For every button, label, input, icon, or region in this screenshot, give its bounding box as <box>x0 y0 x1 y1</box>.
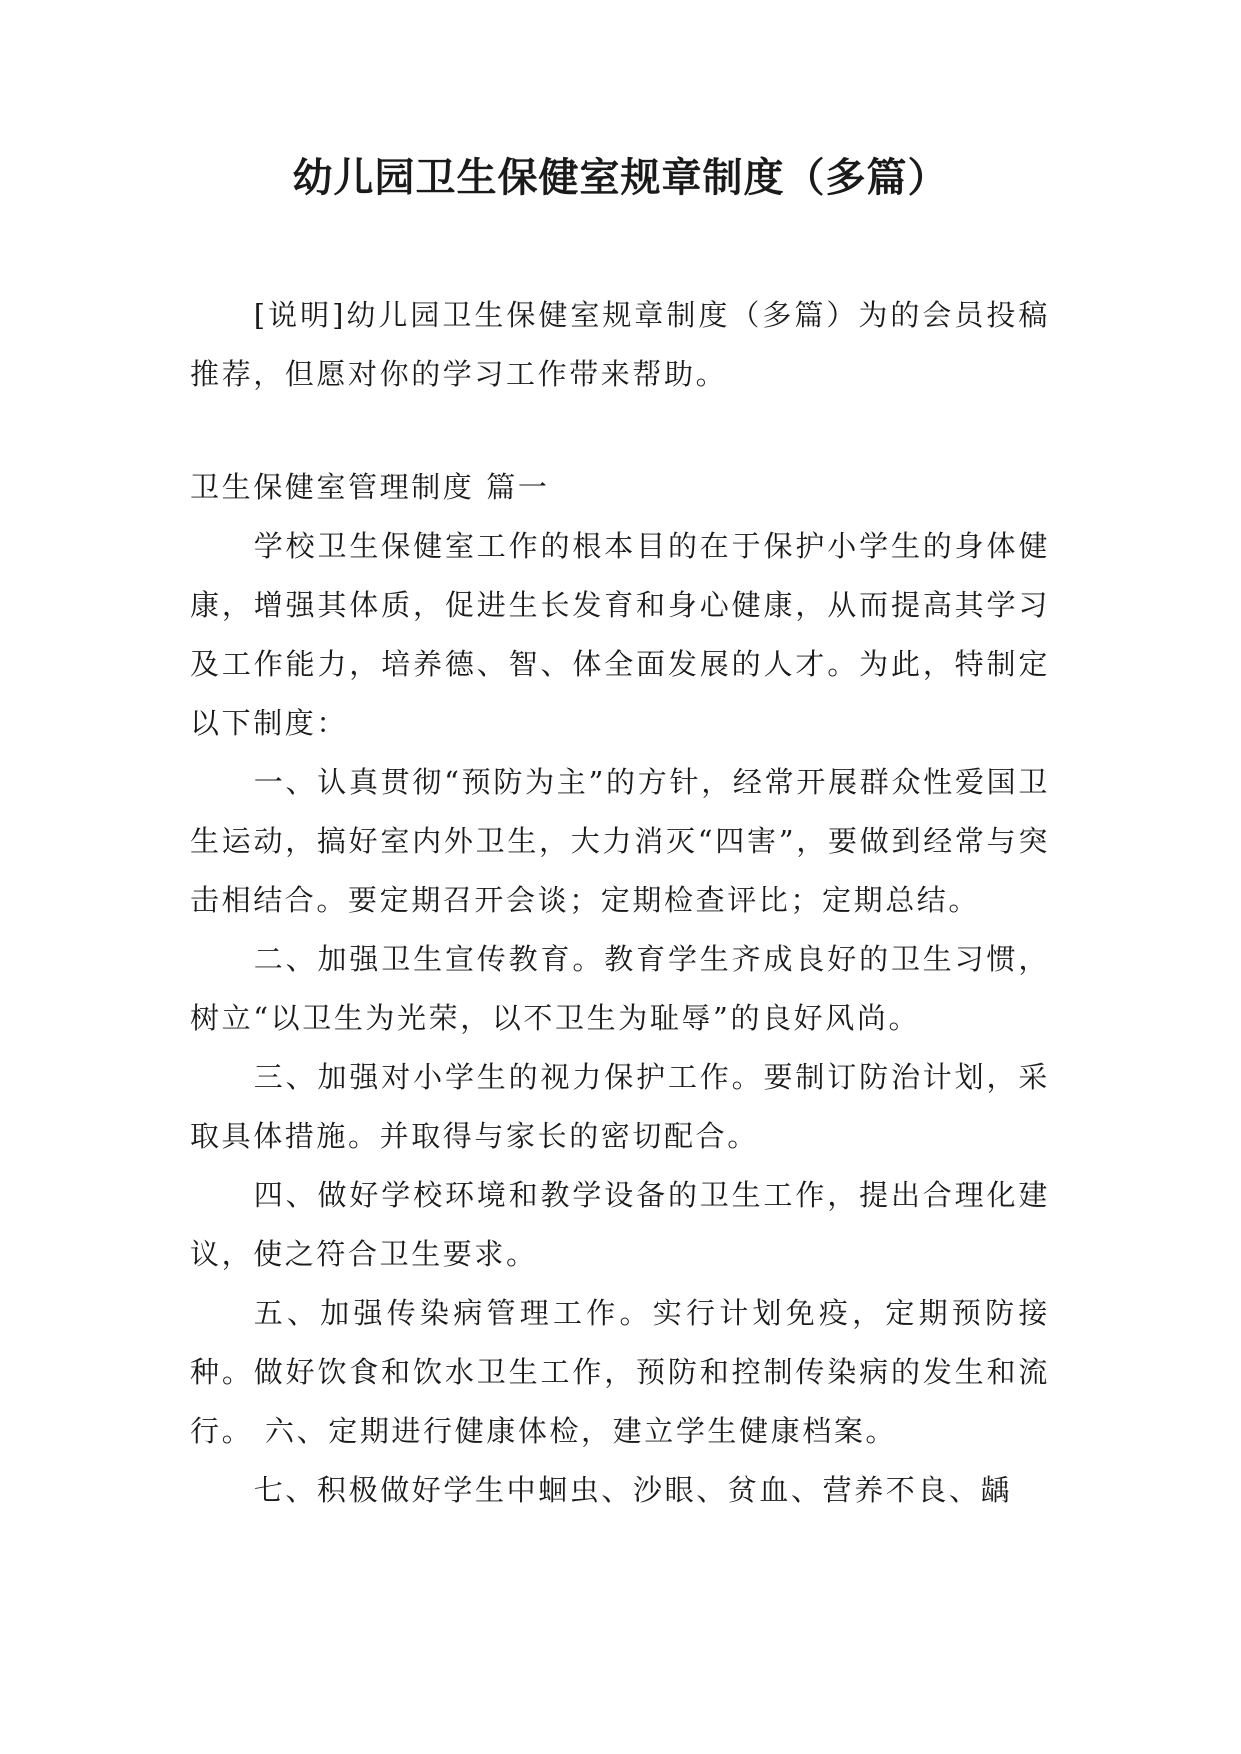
document-title: 幼儿园卫生保健室规章制度（多篇） <box>292 155 949 201</box>
paragraph: 四、做好学校环境和教学设备的卫生工作，提出合理化建议，使之符合卫生要求。 <box>190 1178 1050 1271</box>
paragraph: 七、积极做好学生中蛔虫、沙眼、贫血、营养不良、龋 <box>253 1473 1013 1507</box>
section-heading: 卫生保健室管理制度 篇一 <box>190 470 550 504</box>
document-body <box>190 286 1050 1520</box>
paragraph: 二、加强卫生宣传教育。教育学生齐成良好的卫生习惯，树立“以卫生为光荣，以不卫生为耻辱”的良好风尚。 <box>190 942 1050 1035</box>
paragraph: 一、认真贯彻“预防为主”的方针，经常开展群众性爱国卫生运动，搞好室内外卫生，大力消灭“四害”，要做到经常与突击相结合。要定期召开会谈；定期检查评比；定期总结。 <box>190 765 1050 917</box>
paragraph: 三、加强对小学生的视力保护工作。要制订防治计划，采取具体措施。并取得与家长的密切配合。 <box>190 1060 1050 1153</box>
paragraph: 五、加强传染病管理工作。实行计划免疫，定期预防接种。做好饮食和饮水卫生工作，预防和控制传染病的发生和流行。 六、定期进行健康体检，建立学生健康档案。 <box>190 1296 1050 1448</box>
paragraph: 学校卫生保健室工作的根本目的在于保护小学生的身体健康，增强其体质，促进生长发育和身心健康，从而提高其学习及工作能力，培养德、智、体全面发展的人才。为此，特制定以下制度： <box>190 529 1050 740</box>
intro-paragraph: [说明]幼儿园卫生保健室规章制度（多篇）为的会员投稿推荐，但愿对你的学习工作带来帮助。 <box>190 298 1050 391</box>
